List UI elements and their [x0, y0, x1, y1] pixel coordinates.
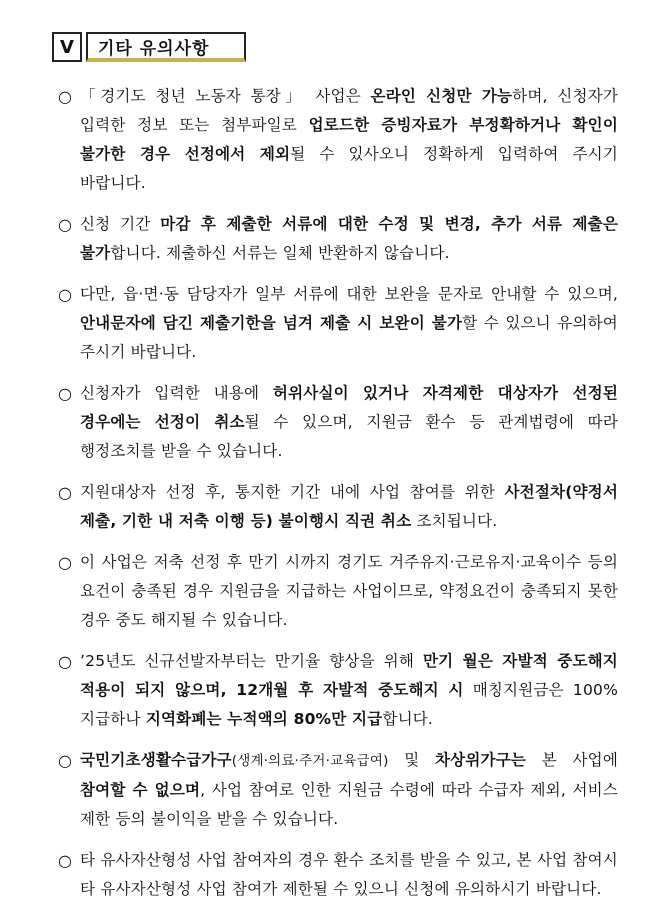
bullet-icon: ○	[58, 751, 72, 770]
bullet-icon: ○	[58, 384, 72, 403]
emphasis-text: 참여할 수 없으며	[80, 781, 201, 799]
text-segment: 본 사업에	[526, 751, 618, 769]
bullet-icon: ○	[58, 87, 72, 106]
notice-text	[80, 846, 618, 904]
text-segment: 합니다.	[382, 710, 434, 728]
notice-text	[80, 210, 618, 268]
text-segment: ’25년도 신규선발자부터는 만기율 향상을 위해	[80, 652, 423, 670]
notice-item	[58, 746, 618, 834]
text-segment: 합니다. 제출하신 서류는 일체 반환하지 않습니다.	[110, 244, 450, 262]
notice-item	[58, 210, 618, 268]
bullet-icon: ○	[58, 285, 72, 304]
section-header	[52, 32, 246, 62]
text-segment: 될 수 있사오니 정확하게 입력하여 주시기 바랍니다.	[80, 145, 618, 192]
bullet-icon: ○	[58, 553, 72, 572]
text-segment: 될 수 있으며, 지원금 환수 등 관계법령에 따라 행정조치를 받을 수 있습니다.	[80, 413, 618, 460]
section-number: V	[52, 32, 82, 62]
text-segment: 「경기도 청년 노동자 통장」 사업은	[80, 87, 371, 105]
emphasis-text: 사전절차(약정서 제출, 기한 내 저축 이행 등) 불이행시 직권 취소	[80, 483, 618, 530]
bullet-icon: ○	[58, 652, 72, 671]
text-segment: 조치됩니다.	[411, 512, 498, 530]
notice-text	[80, 548, 618, 635]
text-segment: 할 수 있으니 유의하여 주시기 바랍니다.	[80, 314, 618, 361]
emphasis-text: 마감 후 제출한 서류에 대한 수정 및 변경, 추가 서류 제출은 불가	[80, 215, 619, 262]
notice-item	[58, 647, 618, 734]
bullet-icon: ○	[58, 851, 72, 870]
notice-text	[80, 647, 618, 734]
emphasis-text: 지역화폐는 누적액의 80%만 지급	[145, 710, 383, 728]
notice-text	[80, 280, 618, 367]
emphasis-text: 차상위가구는	[435, 751, 527, 769]
text-segment: 지원대상자 선정 후, 통지한 기간 내에 사업 참여를 위한	[80, 483, 505, 501]
text-segment: , 사업 참여로 인한 지원금 수령에 따라 수급자 제외, 서비스 제한 등의 불이익을 받을 수 있습니다.	[80, 781, 618, 828]
notice-text	[80, 82, 618, 198]
emphasis-text: 만기 월은 자발적 중도해지 적용이 되지 않으며, 12개월 후 자발적 중도해지 시	[80, 652, 618, 699]
bullet-icon: ○	[58, 215, 72, 234]
notice-text	[80, 379, 618, 466]
emphasis-text: 온라인 신청만 가능	[370, 87, 513, 105]
notice-item	[58, 846, 618, 904]
notice-list	[58, 82, 618, 916]
notice-item	[58, 478, 618, 536]
notice-item	[58, 548, 618, 635]
emphasis-text: 업로드한 증빙자료가 부정확하거나 확인이 불가한 경우 선정에서 제외	[80, 116, 618, 163]
section-title: 기타 유의사항	[86, 32, 246, 62]
emphasis-text: 허위사실이 있거나 자격제한 대상자가 선정된 경우에는 선정이 취소	[80, 384, 618, 431]
notice-text	[80, 746, 618, 834]
notice-item	[58, 379, 618, 466]
text-segment: 이 사업은 저축 선정 후 만기 시까지 경기도 거주유지·근로유지·교육이수 등의 요건이 충족된 경우 지원금을 지급하는 사업이므로, 약정요건이 충족되지 못한 경우 중도 해지될 수 있습니다.	[80, 553, 618, 629]
text-segment: 하며, 신청자가 입력한 정보 또는 첨부파일로	[80, 87, 618, 134]
emphasis-text: 국민기초생활수급가구	[80, 751, 232, 769]
notice-text	[80, 478, 618, 536]
text-segment: 신청 기간	[80, 215, 161, 233]
notice-item	[58, 280, 618, 367]
text-segment: 타 유사자산형성 사업 참여자의 경우 환수 조치를 받을 수 있고, 본 사업 참여시 타 유사자산형성 사업 참여가 제한될 수 있으니 신청에 유의하시기 바랍니다.	[80, 851, 618, 898]
text-segment: 매칭지원금은 100% 지급하나	[80, 681, 618, 728]
emphasis-text: 안내문자에 담긴 제출기한을 넘겨 제출 시 보완이 불가	[80, 314, 463, 332]
bullet-icon: ○	[58, 483, 72, 502]
text-segment: 다만, 읍·면·동 담당자가 일부 서류에 대한 보완을 문자로 안내할 수 있으며,	[80, 285, 618, 303]
text-segment: 신청자가 입력한 내용에	[80, 384, 273, 402]
text-segment: (생계·의료·주거·교육급여)	[231, 753, 389, 769]
notice-item	[58, 82, 618, 198]
text-segment: 및	[388, 751, 435, 769]
